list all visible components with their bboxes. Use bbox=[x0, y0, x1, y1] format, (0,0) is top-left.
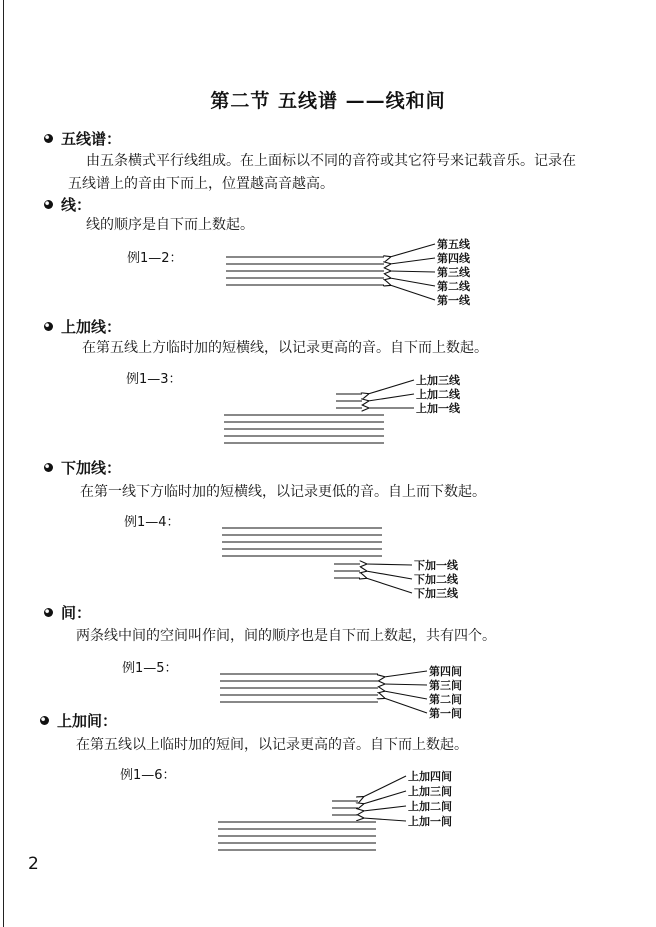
label-line-2: 第二线 bbox=[437, 280, 470, 293]
example-1-6-staff bbox=[218, 776, 406, 850]
example-1-5-staff bbox=[220, 671, 427, 713]
label-space-2: 第二间 bbox=[429, 693, 462, 706]
label-ledger-above-3: 上加三线 bbox=[416, 374, 460, 387]
example-1-2-label: 例1—2： bbox=[127, 251, 183, 266]
section-heading-ledger-below: 下加线： bbox=[44, 457, 121, 478]
example-1-2-staff bbox=[226, 244, 435, 300]
label-line-4: 第四线 bbox=[437, 252, 470, 265]
lines-text: 线的顺序是自下而上数起。 bbox=[86, 217, 254, 233]
section-heading-space-above: 上加间： bbox=[40, 710, 117, 731]
section-heading-ledger-above: 上加线： bbox=[44, 316, 121, 337]
label-line-3: 第三线 bbox=[437, 266, 470, 279]
label-space-4: 第四间 bbox=[429, 665, 462, 678]
ledger-above-text: 在第五线上方临时加的短横线，以记录更高的音。自下而上数起。 bbox=[82, 340, 488, 356]
label-space-above-3: 上加三间 bbox=[408, 785, 452, 798]
staff-text-line1: 由五条横式平行线组成。在上面标以不同的音符或其它符号来记载音乐。记录在 bbox=[86, 153, 576, 169]
label-ledger-above-2: 上加二线 bbox=[416, 388, 460, 401]
label-line-1: 第一线 bbox=[437, 294, 470, 307]
staff-text-line2: 五线谱上的音由下而上，位置越高音越高。 bbox=[68, 176, 334, 192]
page-number: 2 bbox=[28, 854, 39, 874]
example-1-4-staff bbox=[222, 528, 412, 593]
ledger-below-text: 在第一线下方临时加的短横线，以记录更低的音。自上而下数起。 bbox=[80, 484, 486, 500]
example-1-4-label: 例1—4： bbox=[124, 515, 180, 530]
space-above-text: 在第五线以上临时加的短间，以记录更高的音。自下而上数起。 bbox=[76, 737, 468, 753]
label-space-above-4: 上加四间 bbox=[408, 770, 452, 783]
spaces-text: 两条线中间的空间叫作间，间的顺序也是自下而上数起，共有四个。 bbox=[76, 628, 496, 644]
label-space-1: 第一间 bbox=[429, 707, 462, 720]
section-heading-staff: 五线谱： bbox=[44, 128, 121, 149]
example-1-6-labels bbox=[408, 769, 452, 828]
label-space-3: 第三间 bbox=[429, 679, 462, 692]
label-space-above-2: 上加二间 bbox=[408, 800, 452, 813]
section-heading-spaces: 间： bbox=[44, 602, 91, 623]
label-line-5: 第五线 bbox=[437, 238, 470, 251]
example-1-3-labels bbox=[416, 373, 461, 415]
label-ledger-above-1: 上加一线 bbox=[416, 402, 460, 415]
example-1-5-labels bbox=[429, 664, 462, 720]
example-1-4-labels bbox=[414, 558, 459, 600]
label-ledger-below-2: 下加二线 bbox=[414, 573, 458, 586]
example-1-3-staff bbox=[224, 380, 414, 443]
example-1-6-label: 例1—6： bbox=[120, 768, 176, 783]
label-space-above-1: 上加一间 bbox=[408, 815, 452, 828]
section-heading-lines: 线： bbox=[44, 194, 91, 215]
page-title: 第二节 五线谱 ——线和间 bbox=[210, 90, 446, 112]
example-1-5-label: 例1—5： bbox=[122, 661, 178, 676]
example-1-2-labels bbox=[437, 237, 471, 307]
label-ledger-below-1: 下加一线 bbox=[414, 559, 458, 572]
example-1-3-label: 例1—3： bbox=[126, 372, 182, 387]
label-ledger-below-3: 下加三线 bbox=[414, 587, 458, 600]
